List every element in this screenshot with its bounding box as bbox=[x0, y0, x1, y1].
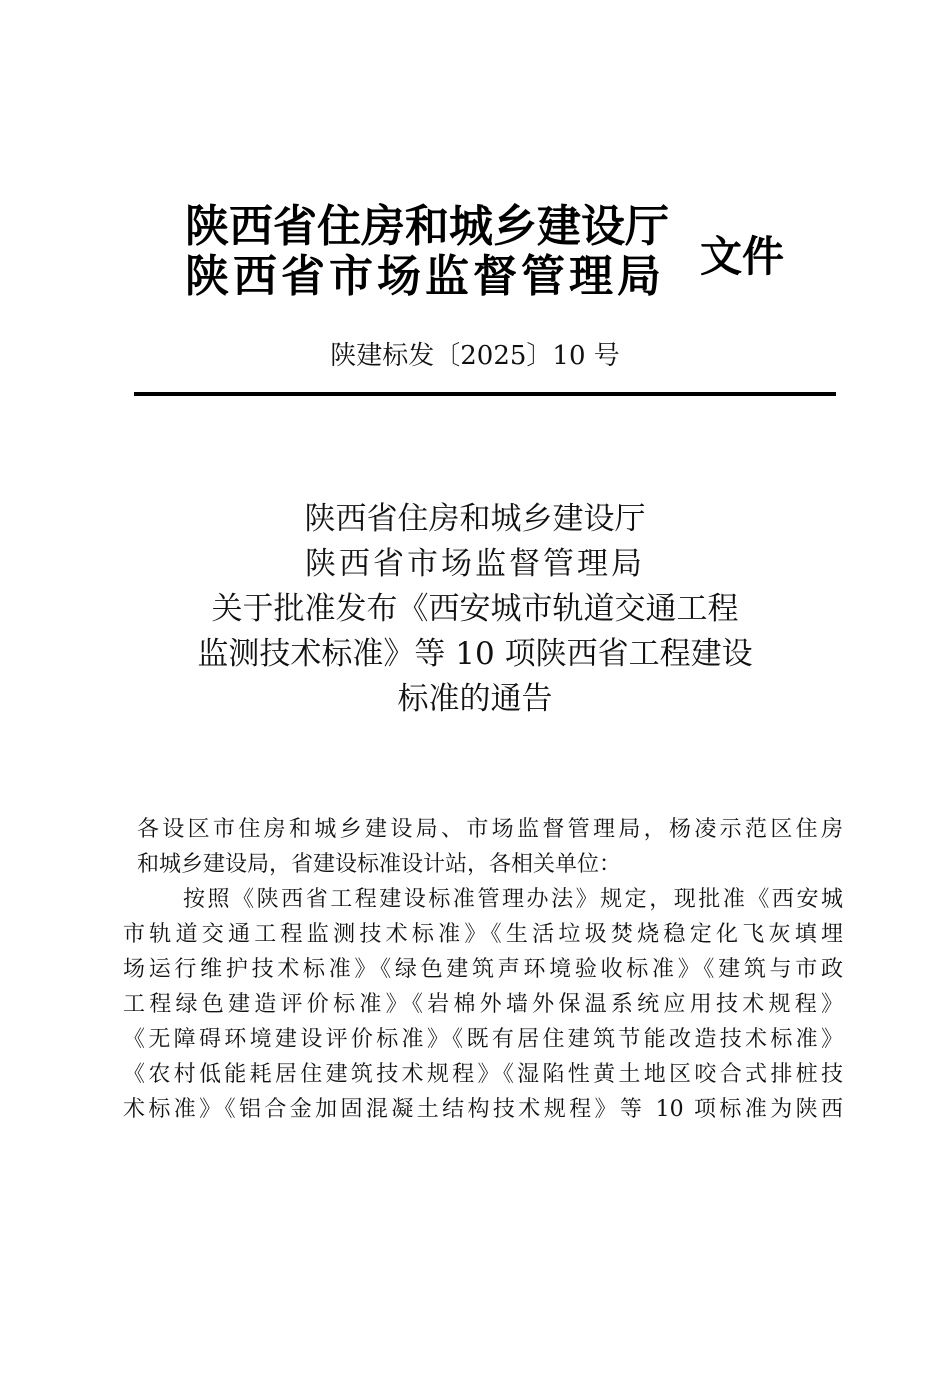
paragraph-line: 工程绿色建造评价标准》《岩棉外墙外保温系统应用技术规程》 bbox=[123, 992, 843, 1017]
notice-body bbox=[123, 812, 843, 1127]
document-label: 文件 bbox=[700, 232, 785, 281]
issuer-name-market-bureau: 陕西省市场监督管理局 bbox=[185, 251, 665, 302]
header-divider bbox=[134, 392, 836, 396]
paragraph-line: 按照《陕西省工程建设标准管理办法》规定，现批准《西安城 bbox=[183, 887, 843, 912]
paragraph-line: 场运行维护技术标准》《绿色建筑声环境验收标准》《建筑与市政 bbox=[123, 957, 843, 982]
notice-title bbox=[0, 497, 950, 722]
title-line: 关于批准发布《西安城市轨道交通工程 bbox=[211, 591, 739, 627]
title-line: 标准的通告 bbox=[397, 681, 553, 717]
paragraph-line: 《无障碍环境建设评价标准》《既有居住建筑节能改造技术标准》 bbox=[123, 1027, 843, 1052]
addressee-line: 各设区市住房和城乡建设局、市场监督管理局，杨凌示范区住房 bbox=[137, 817, 843, 842]
title-line: 陕西省市场监督管理局 bbox=[305, 546, 645, 582]
paragraph-line: 术标准》《铝合金加固混凝土结构技术规程》等 10 项标准为陕西 bbox=[123, 1097, 843, 1122]
title-line: 监测技术标准》等 10 项陕西省工程建设 bbox=[197, 636, 753, 672]
paragraph-line: 市轨道交通工程监测技术标准》《生活垃圾焚烧稳定化飞灰填埋 bbox=[123, 922, 843, 947]
issuer-name-housing-dept: 陕西省住房和城乡建设厅 bbox=[185, 201, 669, 252]
title-line: 陕西省住房和城乡建设厅 bbox=[304, 501, 646, 537]
paragraph-line: 《农村低能耗居住建筑技术规程》《湿陷性黄土地区咬合式排桩技 bbox=[123, 1062, 843, 1087]
document-header bbox=[185, 200, 805, 310]
document-number: 陕建标发〔2025〕10 号 bbox=[330, 341, 620, 371]
addressee-line: 和城乡建设局，省建设标准设计站，各相关单位： bbox=[137, 852, 622, 877]
